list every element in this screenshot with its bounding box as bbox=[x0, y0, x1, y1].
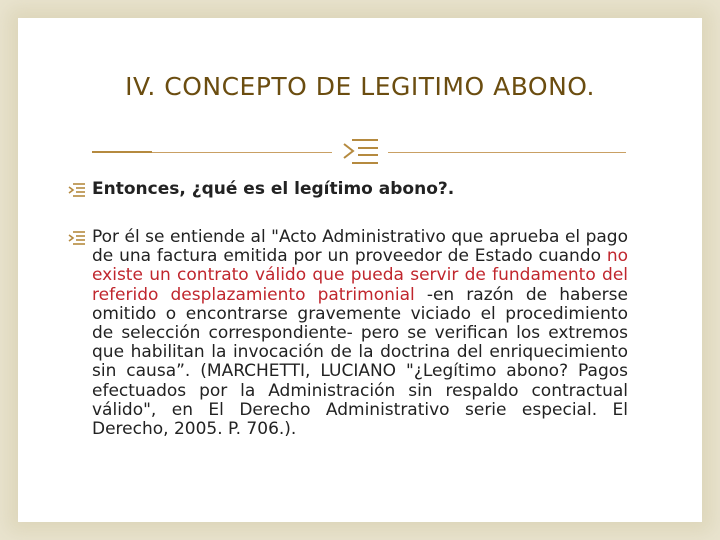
slide-title: IV. CONCEPTO DE LEGITIMO ABONO. bbox=[125, 72, 595, 101]
title-divider-left-accent bbox=[92, 151, 152, 153]
bullet-definition bbox=[68, 228, 628, 439]
bookmarks-icon bbox=[68, 230, 86, 246]
bookmarks-icon bbox=[334, 136, 386, 166]
title-divider-right bbox=[388, 152, 626, 153]
definition-highlight: no existe un contrato válido que pueda servir de fundamento del referido desplazamiento patrimonial bbox=[92, 246, 628, 305]
definition-text-part1: Por él se entiende al "Acto Administrativo que aprueba el pago de una factura emitida por un proveedor de Estado cuando bbox=[92, 227, 628, 267]
bookmarks-icon bbox=[68, 182, 86, 198]
definition-text-part2: -en razón de haberse omitido o encontrarse gravemente viciado el procedimiento de selección correspondiente- pero se verifican los extremos que habilitan la invocación de la doctrina del enriquecimiento sin causa”. (MARCHETTI, LUCIANO "¿Legítimo abono? Pagos efectuados por la Administración sin respaldo contractual válido", en El Derecho Administrativo serie especial. El Derecho, 2005. P. 706.). bbox=[92, 284, 628, 440]
bullet-question bbox=[68, 180, 628, 199]
bullet-text: Entonces, ¿qué es el legítimo abono?. bbox=[92, 179, 455, 199]
bullet-text bbox=[92, 228, 628, 439]
